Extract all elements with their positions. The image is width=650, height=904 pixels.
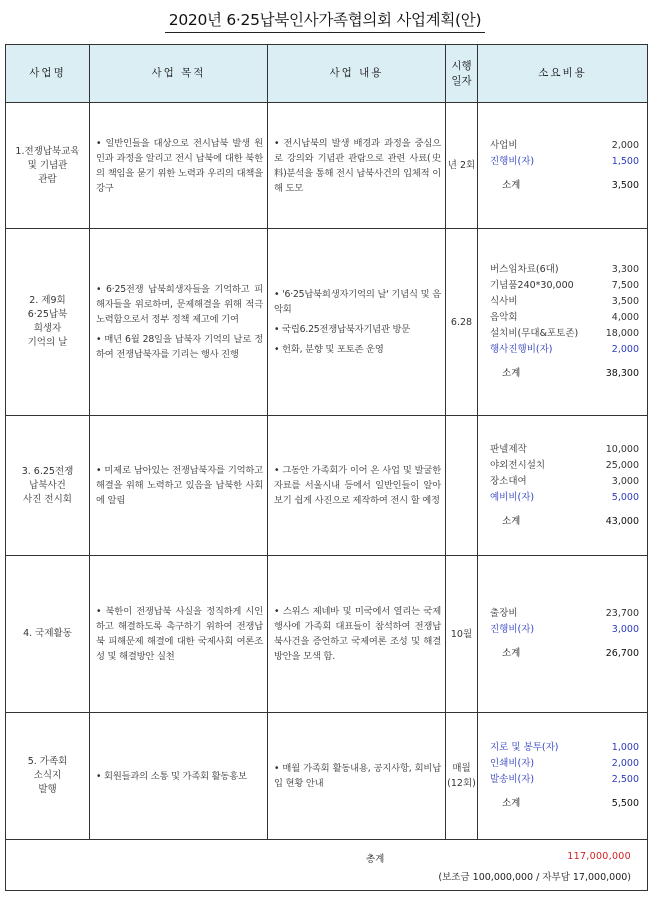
cost-item [490, 740, 639, 756]
cost-item [490, 622, 639, 638]
cost-subtotal-label: 소계 [502, 515, 521, 527]
cost-item-value: 3,500 [611, 296, 639, 307]
period-cell [446, 229, 478, 416]
header-period-line1: 시행 [451, 59, 472, 72]
purpose-cell [90, 103, 268, 229]
business-name-line: 소식지 [33, 770, 62, 781]
content-paragraph: • 헌화, 분향 및 포토존 운영 [274, 344, 384, 355]
cost-subtotal-value: 38,300 [605, 368, 639, 379]
header-content: 사업 내용 [268, 45, 446, 103]
cost-subtotal-value: 5,500 [611, 798, 639, 809]
purpose-cell [90, 416, 268, 556]
business-name-line: 희생자 [33, 323, 62, 334]
header-cost: 소요비용 [478, 45, 648, 103]
cost-subtotal-value: 26,700 [605, 648, 639, 659]
cost-item-value: 18,000 [605, 328, 639, 339]
cost-cell [478, 103, 648, 229]
business-name-line: 5. 가족회 [27, 756, 68, 767]
table-row [6, 556, 648, 713]
purpose-cell [90, 713, 268, 840]
cost-item-label: 장소대여 [490, 475, 527, 487]
business-name-cell [6, 556, 90, 713]
purpose-paragraph: • 일반인들을 대상으로 전시납북 발생 원인과 과정을 알리고 전시 납북에 대한 북한의 책임을 묻기 위한 노력과 우리의 대책을 강구 [96, 137, 263, 194]
business-name-line: 관람 [38, 173, 57, 185]
cost-subtotal [490, 796, 639, 812]
business-name-cell [6, 229, 90, 416]
cost-item-value: 2,500 [611, 774, 639, 785]
period-cell [446, 416, 478, 556]
content-cell [268, 229, 446, 416]
cost-item-label: 지로 및 봉투(자) [490, 742, 559, 753]
cost-item-value: 2,000 [611, 758, 639, 769]
cost-subtotal-label: 소계 [502, 368, 521, 379]
content-paragraph: • 그동안 가족회가 이어 온 사업 및 발굴한 자료를 서울시내 등에서 일반인들이 알아보기 쉽게 사진으로 제작하여 전시 할 예정 [274, 465, 441, 506]
total-amount: 117,000,000 [567, 851, 631, 862]
cost-item-label: 진행비(자) [490, 155, 535, 167]
period-line: 6.28 [450, 316, 473, 328]
cost-item-label: 발송비(자) [490, 774, 535, 785]
cost-item-label: 버스임차료(6대) [490, 264, 559, 275]
content-paragraph: • 국립6.25전쟁납북자기념관 방문 [274, 324, 411, 335]
purpose-paragraph: • 매년 6월 28일을 납북자 기억의 날로 정하여 전쟁납북자를 기리는 행사 진행 [96, 334, 263, 360]
cost-item [490, 310, 639, 326]
cost-item-label: 야외전시설치 [490, 459, 546, 471]
business-name-line: 사진 전시회 [23, 493, 72, 505]
cost-item [490, 262, 639, 278]
content-cell [268, 416, 446, 556]
cost-item-value: 3,000 [611, 624, 639, 635]
cost-item [490, 756, 639, 772]
cost-item-label: 출장비 [490, 608, 518, 619]
cost-item-value: 2,000 [611, 139, 639, 151]
cost-item-value: 7,500 [611, 280, 639, 291]
cost-item-label: 행사진행비(자) [490, 344, 553, 355]
cost-item [490, 294, 639, 310]
cost-item-label: 인쇄비(자) [490, 758, 535, 769]
cost-item [490, 138, 639, 154]
header-name: 사업명 [6, 45, 90, 103]
period-line: 년 2회 [447, 160, 476, 171]
title-wrap [0, 8, 650, 33]
business-name-cell [6, 713, 90, 840]
content-cell [268, 103, 446, 229]
cost-cell [478, 556, 648, 713]
business-name-line: 발행 [38, 784, 57, 795]
content-cell [268, 713, 446, 840]
header-period [446, 45, 478, 103]
purpose-cell [90, 229, 268, 416]
total-row [6, 840, 648, 891]
cost-item [490, 772, 639, 788]
content-cell [268, 556, 446, 713]
cost-subtotal [490, 646, 639, 662]
purpose-paragraph: • 회원들과의 소통 및 가족회 활동홍보 [96, 770, 247, 782]
purpose-cell [90, 556, 268, 713]
table-row [6, 713, 648, 840]
business-name-cell [6, 416, 90, 556]
table-row [6, 416, 648, 556]
business-name-line: 1.전쟁납북교육 [15, 145, 80, 157]
cost-item [490, 458, 639, 474]
cost-item [490, 278, 639, 294]
cost-subtotal-label: 소계 [502, 179, 521, 191]
cost-item-value: 1,500 [611, 155, 639, 167]
period-line: (12회) [447, 778, 476, 789]
business-name-line: 기억의 날 [27, 337, 68, 348]
period-line: 10월 [450, 628, 473, 640]
purpose-paragraph: • 6·25전쟁 납북희생자들을 기억하고 피해자들을 위로하며, 문제해결을 위해 적극 노력함으로서 정부 정책 제고에 기여 [96, 284, 263, 325]
cost-item-value: 10,000 [605, 443, 639, 455]
business-name-line: 3. 6.25전쟁 [21, 465, 74, 477]
cost-subtotal-label: 소계 [502, 798, 521, 809]
content-paragraph: • 전시납북의 발생 배경과 과정을 중심으로 강의와 기념관 관람으로 관련 사료(史料)분석을 통해 전시 납북사건의 입체적 이해 도모 [274, 137, 441, 194]
cost-item [490, 342, 639, 358]
cost-item [490, 606, 639, 622]
business-plan-table [5, 44, 648, 891]
cost-subtotal [490, 514, 639, 530]
cost-cell [478, 229, 648, 416]
cost-subtotal [490, 366, 639, 382]
period-cell [446, 713, 478, 840]
content-paragraph: • '6·25납북희생자기억의 날' 기념식 및 음악회 [274, 289, 441, 315]
total-label: 총계 [366, 854, 385, 865]
cost-item-label: 음악회 [490, 312, 518, 323]
cost-item [490, 442, 639, 458]
table-header-row [6, 45, 648, 103]
cost-item-value: 2,000 [611, 344, 639, 355]
content-paragraph: • 매월 가족회 활동내용, 공지사항, 회비납입 현황 안내 [274, 763, 441, 789]
table-row [6, 103, 648, 229]
cost-item-label: 진행비(자) [490, 624, 535, 635]
period-cell [446, 103, 478, 229]
cost-item-value: 25,000 [605, 459, 639, 471]
business-name-line: 납북사건 [29, 479, 66, 491]
cost-item-value: 23,700 [605, 608, 639, 619]
cost-subtotal-label: 소계 [502, 648, 521, 659]
cost-item [490, 154, 639, 170]
content-paragraph: • 스위스 제네바 및 미국에서 열리는 국제행사에 가족회 대표들이 참석하여 전쟁납북사건을 증언하고 국제여론 조성 및 해결 방안을 모색 함. [274, 606, 441, 662]
cost-item [490, 326, 639, 342]
table-row [6, 229, 648, 416]
cost-cell [478, 713, 648, 840]
cost-item-label: 사업비 [490, 139, 518, 151]
cost-item-value: 3,000 [611, 475, 639, 487]
cost-subtotal-value: 3,500 [611, 179, 639, 191]
cost-item [490, 490, 639, 506]
period-line: 매월 [452, 763, 471, 774]
cost-subtotal [490, 178, 639, 194]
total-funding-note: (보조금 100,000,000 / 자부담 17,000,000) [438, 872, 631, 883]
cost-subtotal-value: 43,000 [605, 515, 639, 527]
cost-item-label: 식사비 [490, 296, 518, 307]
cost-cell [478, 416, 648, 556]
purpose-paragraph: • 미제로 남아있는 전쟁납북자를 기억하고 해결을 위해 노력하고 있음을 납북한 사회에 알림 [96, 465, 263, 506]
document-title: 2020년 6·25납북인사가족협의회 사업계획(안) [165, 8, 485, 33]
business-name-cell [6, 103, 90, 229]
cost-item-value: 3,300 [611, 264, 639, 275]
business-name-line: 6·25납북 [27, 309, 68, 320]
header-purpose: 사업 목적 [90, 45, 268, 103]
cost-item-value: 5,000 [611, 491, 639, 503]
total-cell [6, 840, 648, 891]
business-name-line: 및 기념관 [27, 159, 68, 171]
business-name-line: 4. 국제활동 [23, 628, 72, 639]
cost-item [490, 474, 639, 490]
purpose-paragraph: • 북한이 전쟁납북 사실을 정직하게 시인하고 해결하도록 촉구하기 위하여 전쟁납북 피해문제 해결에 대한 국제사회 여론조성 및 해결방안 실천 [96, 606, 263, 662]
business-name-line: 2. 제9회 [29, 295, 66, 306]
header-period-line2: 일자 [451, 74, 472, 87]
cost-item-value: 4,000 [611, 312, 639, 323]
cost-item-label: 예비비(자) [490, 491, 535, 503]
cost-item-label: 판넬제작 [490, 443, 527, 455]
cost-item-value: 1,000 [611, 742, 639, 753]
cost-item-label: 기념품240*30,000 [490, 280, 574, 291]
cost-item-label: 설치비(무대&포토존) [490, 328, 579, 339]
period-cell [446, 556, 478, 713]
